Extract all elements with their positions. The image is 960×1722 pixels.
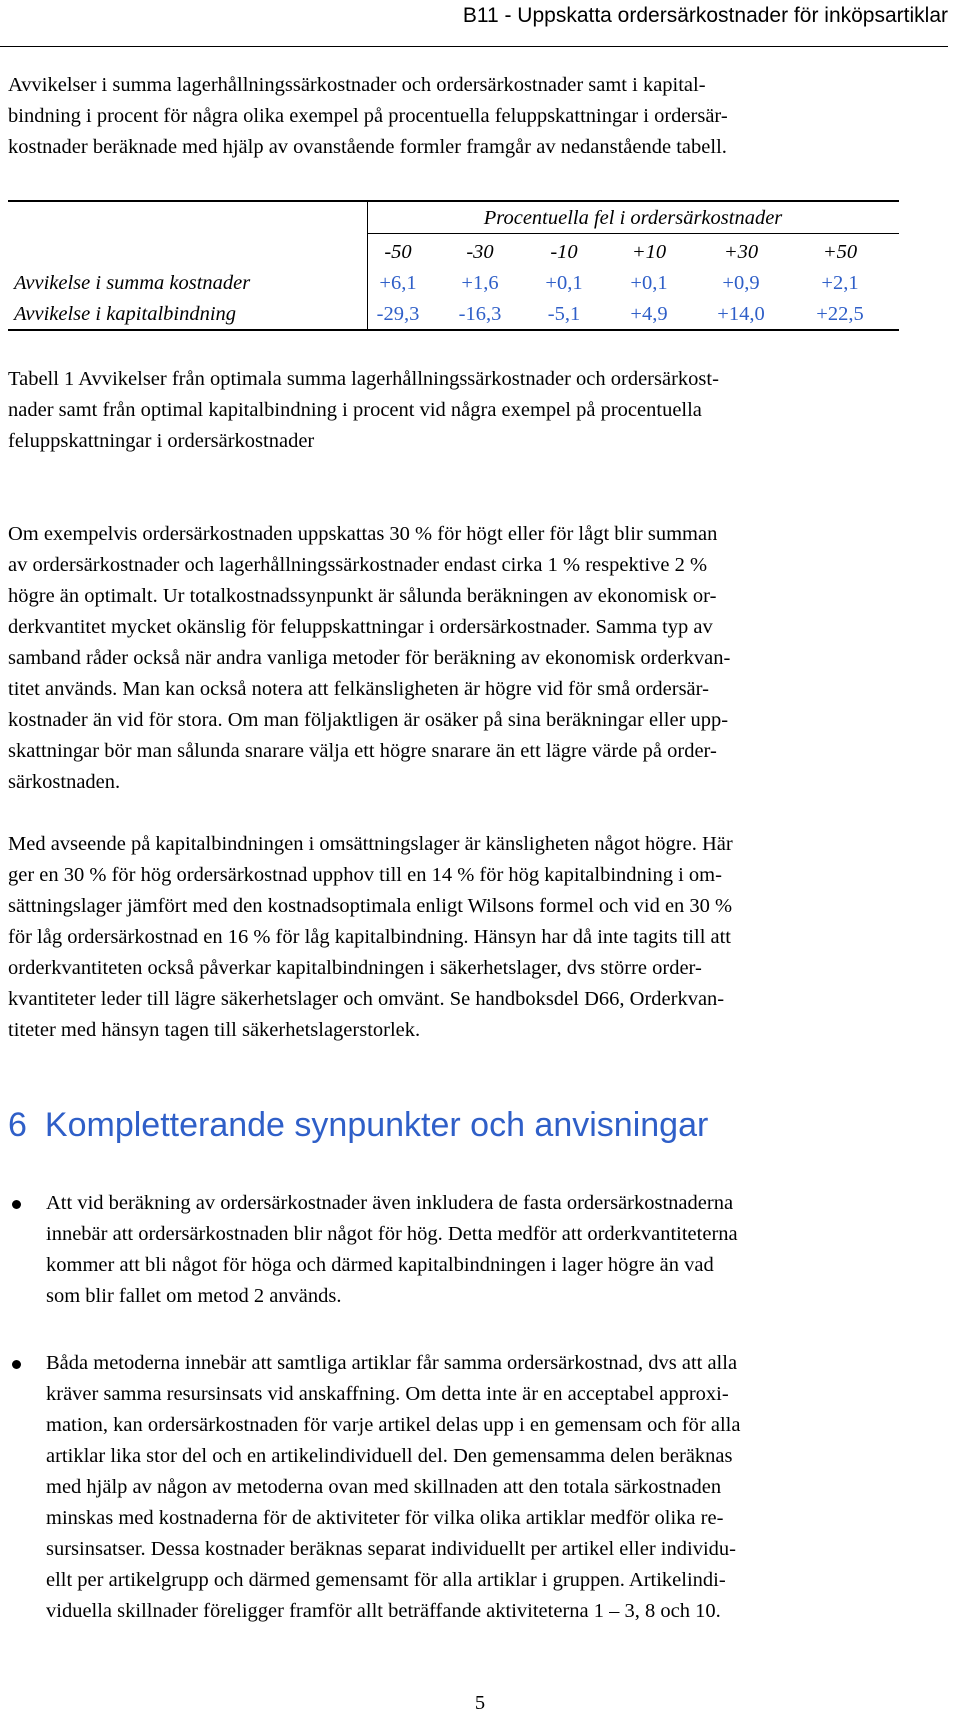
- paragraph-line: av ordersärkostnader och lagerhållningssärkostnader endast cirka 1 % respektive 2 %: [8, 554, 708, 576]
- table-cell: +0,1: [630, 272, 668, 294]
- bullet-line: sursinsatser. Dessa kostnader beräknas separat individuellt per artikel eller individu-: [46, 1538, 736, 1560]
- bullet-line: kommer att bli något för höga och därmed kapitalbindningen i lager högre än vad: [46, 1254, 714, 1276]
- body-paragraph-1: [8, 519, 948, 798]
- table-column-header: -10: [550, 241, 578, 263]
- bullet-line: artiklar lika stor del och en artikelindividuell del. Den gemensamma delen beräknas: [46, 1445, 733, 1467]
- intro-line: kostnader beräknade med hjälp av ovanstående formler framgår av nedanstående tabell.: [8, 136, 727, 158]
- table-column-header: -30: [466, 241, 494, 263]
- bullet-text: [46, 1188, 738, 1312]
- bullet-line: innebär att ordersärkostnaden blir något för hög. Detta medför att orderkvantiteterna: [46, 1223, 738, 1245]
- bullet-line: mation, kan ordersärkostnaden för varje artikel delas upp i en gemensam och för alla: [46, 1414, 741, 1436]
- intro-paragraph: [8, 70, 948, 163]
- page-header-title: B11 - Uppskatta ordersärkostnader för inköpsartiklar: [462, 4, 948, 27]
- table-column-header: +30: [723, 241, 759, 263]
- table-cell: +22,5: [816, 303, 864, 325]
- caption-line: Tabell 1 Avvikelser från optimala summa lagerhållningssärkostnader och ordersärkost-: [8, 368, 719, 390]
- table-caption: [8, 364, 948, 457]
- bullet-line: kräver samma resursinsats vid anskaffning. Om detta inte är en acceptabel approxi-: [46, 1383, 729, 1405]
- table-cell: +2,1: [821, 272, 859, 294]
- bullet-line: viduella skillnader föreligger framför allt beträffande aktiviteterna 1 – 3, 8 och 10.: [46, 1600, 721, 1622]
- table-column-header: +50: [822, 241, 858, 263]
- intro-line: bindning i procent för några olika exempel på procentuella feluppskattningar i ordersär-: [8, 105, 728, 127]
- paragraph-line: sättningslager jämfört med den kostnadsoptimala enligt Wilsons formel och vid en 30 %: [8, 895, 733, 917]
- paragraph-line: titet används. Man kan också notera att felkänsligheten är högre vid för små ordersär-: [8, 678, 709, 700]
- page-header: [0, 0, 948, 47]
- table-cell: +4,9: [630, 303, 668, 325]
- table-header-rule: [367, 233, 899, 234]
- table-cell: +6,1: [379, 272, 417, 294]
- table-bottom-rule: [8, 329, 899, 331]
- section-title: Kompletterande synpunkter och anvisningar: [44, 1106, 709, 1144]
- bullet-line: minskas med kostnaderna för de aktiviteter för vilka olika artiklar medför olika re-: [46, 1507, 724, 1529]
- bullet-line: Båda metoderna innebär att samtliga artiklar får samma ordersärkostnad, dvs att alla: [46, 1352, 738, 1374]
- section-number: 6: [8, 1106, 27, 1144]
- table-cell: -29,3: [376, 303, 420, 325]
- paragraph-line: derkvantitet mycket okänslig för feluppskattningar i ordersärkostnader. Samma typ av: [8, 616, 713, 638]
- table-cell: +0,1: [545, 272, 583, 294]
- paragraph-line: samband råder också när andra vanliga metoder för beräkning av ekonomisk orderkvan-: [8, 647, 731, 669]
- bullet-dot-icon: [12, 1360, 21, 1369]
- paragraph-line: kvantiteter leder till lägre säkerhetslager och omvänt. Se handboksdel D66, Orderkvan-: [8, 988, 725, 1010]
- page-number: 5: [474, 1692, 486, 1714]
- paragraph-line: högre än optimalt. Ur totalkostnadssynpunkt är sålunda beräkningen av ekonomisk or-: [8, 585, 717, 607]
- table-group-header: Procentuella fel i ordersärkostnader: [483, 207, 783, 229]
- table-row-label: Avvikelse i summa kostnader: [14, 272, 251, 294]
- body-paragraph-2: [8, 829, 948, 1046]
- bullet-text: [46, 1348, 740, 1627]
- table-cell: +1,6: [461, 272, 499, 294]
- paragraph-line: särkostnaden.: [8, 771, 121, 793]
- paragraph-line: för låg ordersärkostnad en 16 % för låg kapitalbindning. Hänsyn har då inte tagits till att: [8, 926, 732, 948]
- bullet-line: som blir fallet om metod 2 används.: [46, 1285, 342, 1307]
- caption-line: feluppskattningar i ordersärkostnader: [8, 430, 315, 452]
- paragraph-line: orderkvantiteten också påverkar kapitalbindningen i säkerhetslager, dvs större order-: [8, 957, 702, 979]
- intro-line: Avvikelser i summa lagerhållningssärkostnader och ordersärkostnader samt i kapital-: [8, 74, 706, 96]
- paragraph-line: skattningar bör man sålunda snarare välja ett högre snarare än ett lägre värde på order-: [8, 740, 717, 762]
- table-column-header: +10: [631, 241, 667, 263]
- bullet-line: ellt per artikelgrupp och därmed gemensamt för alla artiklar i gruppen. Artikelindi-: [46, 1569, 726, 1591]
- paragraph-line: kostnader än vid för stora. Om man följaktligen är osäker på sina beräkningar eller upp-: [8, 709, 729, 731]
- bullet-line: med hjälp av någon av metoderna ovan med skillnaden att den totala särkostnaden: [46, 1476, 722, 1498]
- paragraph-line: Om exempelvis ordersärkostnaden uppskattas 30 % för högt eller för lågt blir summan: [8, 523, 718, 545]
- paragraph-line: ger en 30 % för hög ordersärkostnad upphov till en 14 % för hög kapitalbindning i om-: [8, 864, 722, 886]
- caption-line: nader samt från optimal kapitalbindning i procent vid några exempel på procentuella: [8, 399, 702, 421]
- paragraph-line: Med avseende på kapitalbindningen i omsättningslager är känsligheten något högre. Här: [8, 833, 733, 855]
- table-cell: -5,1: [547, 303, 581, 325]
- table-cell: -16,3: [458, 303, 502, 325]
- table-column-header: -50: [384, 241, 412, 263]
- bullet-dot-icon: [12, 1200, 21, 1209]
- table-cell: +0,9: [722, 272, 760, 294]
- table-row-label: Avvikelse i kapitalbindning: [14, 303, 237, 325]
- bullet-line: Att vid beräkning av ordersärkostnader även inkludera de fasta ordersärkostnaderna: [46, 1192, 734, 1214]
- section-heading: [8, 1103, 708, 1147]
- table-cell: +14,0: [717, 303, 765, 325]
- paragraph-line: titeter med hänsyn tagen till säkerhetslagerstorlek.: [8, 1019, 421, 1041]
- table-top-rule: [8, 200, 899, 202]
